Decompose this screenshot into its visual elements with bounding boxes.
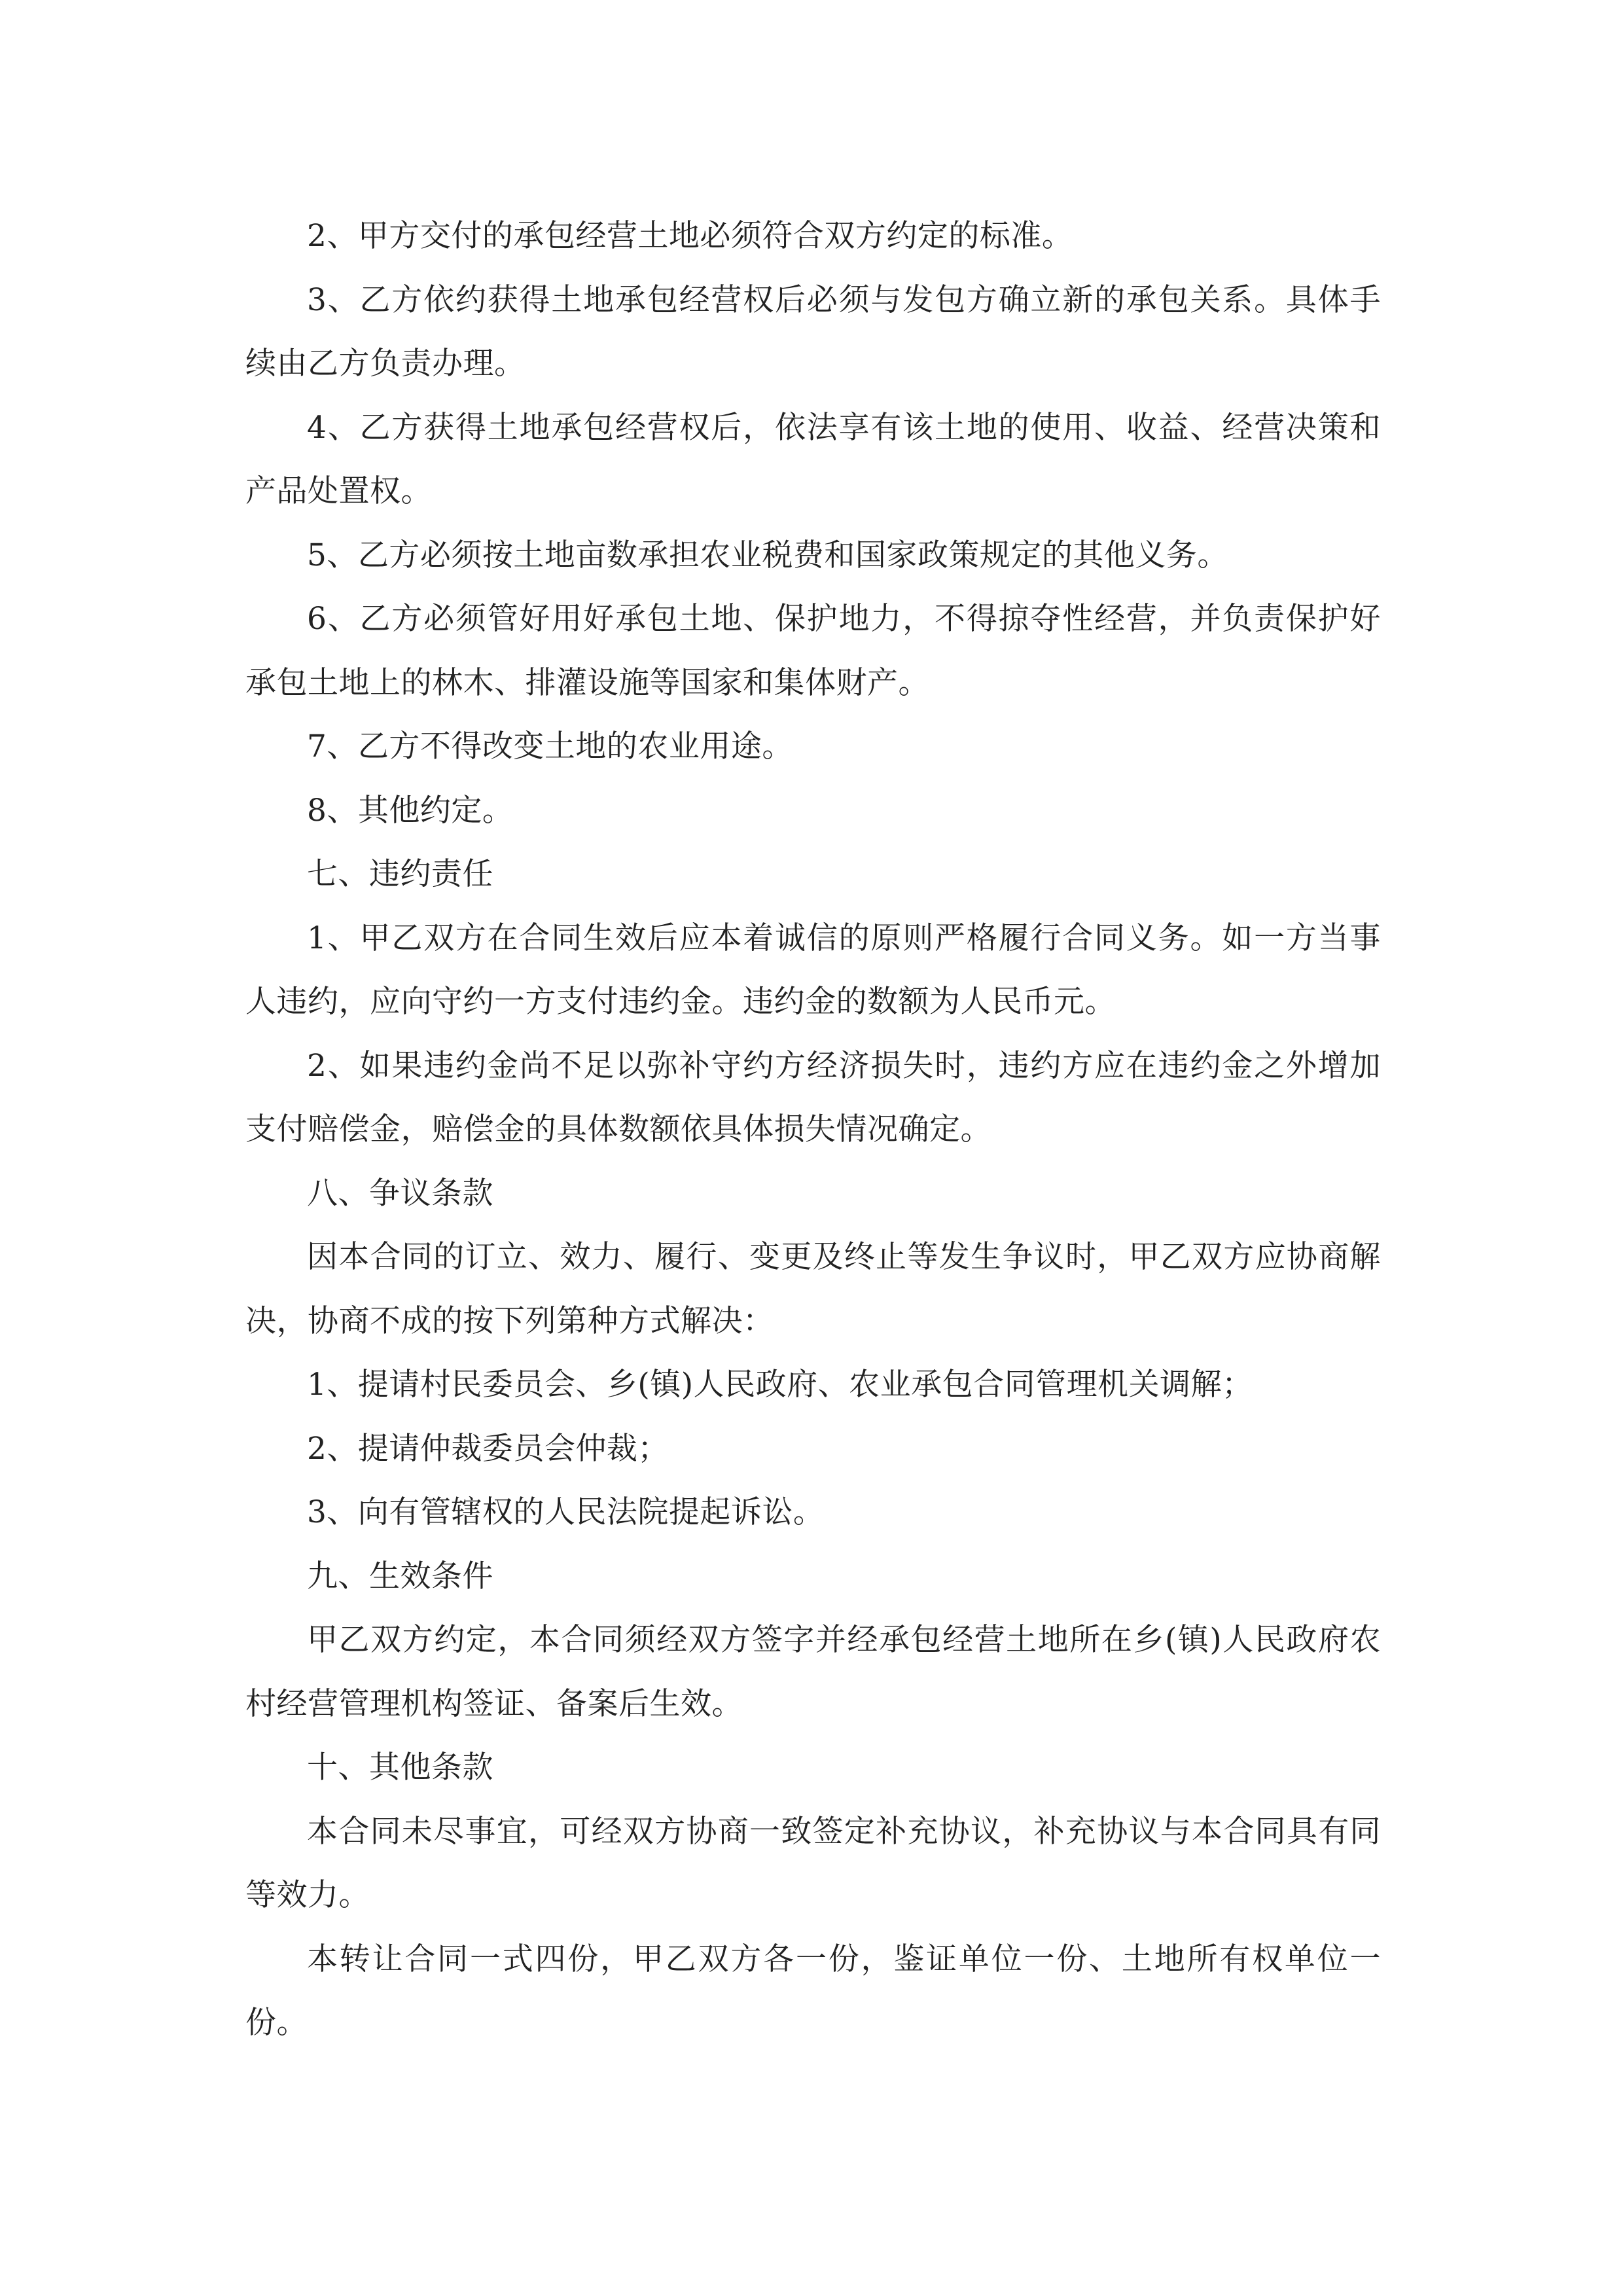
clause-paragraph: 因本合同的订立、效力、履行、变更及终止等发生争议时，甲乙双方应协商解决，协商不成的按下列第种方式解决： — [245, 1239, 1381, 1339]
section-heading: 八、争议条款 — [307, 1175, 493, 1211]
clause-paragraph: 本合同未尽事宜，可经双方协商一致签定补充协议，补充协议与本合同具有同等效力。 — [245, 1813, 1381, 1913]
clause-paragraph: 2、如果违约金尚不足以弥补守约方经济损失时，违约方应在违约金之外增加支付赔偿金，赔偿金的具体数额依具体损失情况确定。 — [245, 1047, 1381, 1147]
clause-paragraph: 5、乙方必须按土地亩数承担农业税费和国家政策规定的其他义务。 — [307, 537, 1228, 573]
clause-paragraph: 1、提请村民委员会、乡(镇)人民政府、农业承包合同管理机关调解； — [307, 1367, 1253, 1403]
section-heading: 九、生效条件 — [307, 1558, 493, 1594]
clause-paragraph: 本转让合同一式四份，甲乙双方各一份，鉴证单位一份、土地所有权单位一份。 — [245, 1941, 1381, 2041]
clause-paragraph: 3、乙方依约获得土地承包经营权后必须与发包方确立新的承包关系。具体手续由乙方负责办理。 — [245, 281, 1381, 382]
clause-paragraph: 7、乙方不得改变土地的农业用途。 — [307, 728, 793, 764]
clause-paragraph: 3、向有管辖权的人民法院提起诉讼。 — [307, 1494, 825, 1530]
clause-paragraph: 1、甲乙双方在合同生效后应本着诚信的原则严格履行合同义务。如一方当事人违约，应向守约一方支付违约金。违约金的数额为人民币元。 — [245, 920, 1381, 1020]
document-body — [245, 204, 1381, 2055]
section-heading: 十、其他条款 — [307, 1749, 493, 1785]
clause-paragraph: 甲乙双方约定，本合同须经双方签字并经承包经营土地所在乡(镇)人民政府农村经营管理机构签证、备案后生效。 — [245, 1622, 1381, 1722]
clause-paragraph: 6、乙方必须管好用好承包土地、保护地力，不得掠夺性经营，并负责保护好承包土地上的林木、排灌设施等国家和集体财产。 — [245, 601, 1381, 701]
clause-paragraph: 2、甲方交付的承包经营土地必须符合双方约定的标准。 — [307, 218, 1073, 254]
clause-paragraph: 4、乙方获得土地承包经营权后，依法享有该土地的使用、收益、经营决策和产品处置权。 — [245, 409, 1381, 509]
clause-paragraph: 8、其他约定。 — [307, 792, 514, 829]
section-heading: 七、违约责任 — [307, 856, 493, 892]
clause-paragraph: 2、提请仲裁委员会仲裁； — [307, 1430, 669, 1467]
